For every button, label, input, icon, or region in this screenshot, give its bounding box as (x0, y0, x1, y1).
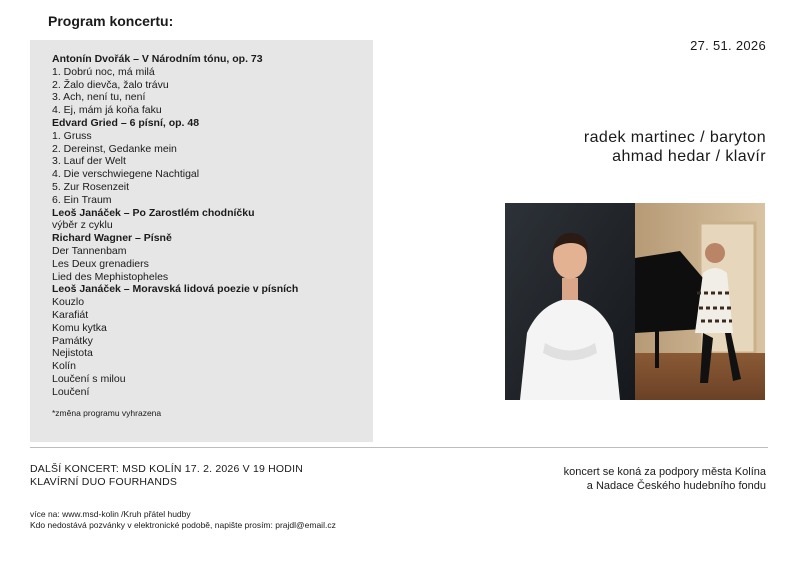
performers (584, 128, 766, 166)
program-item: Loučení (52, 385, 90, 398)
program-item: 1. Dobrú noc, má milá (52, 65, 155, 78)
program-item: Nejistota (52, 347, 93, 360)
performers-photo-illustration (505, 203, 765, 400)
program-item: výběr z cyklu (52, 219, 113, 232)
next-concert (30, 463, 303, 489)
program-heading: Program koncertu: (48, 13, 174, 29)
program-item: 3. Lauf der Welt (52, 155, 126, 168)
program-item: 5. Zur Rosenzeit (52, 180, 130, 193)
program-composer-heading: Leoš Janáček – Po Zarostlém chodníčku (52, 206, 255, 219)
program-item: Komu kytka (52, 321, 107, 334)
program-item: Lied des Mephistopheles (52, 270, 169, 283)
program-item: Kouzlo (52, 296, 85, 309)
program-item: 4. Die verschwiegene Nachtigal (52, 168, 200, 181)
more-info-email: Kdo nedostává pozvánky v elektronické podobě, napište prosím: prajdl@email.cz (30, 520, 336, 530)
more-info-website: více na: www.msd-kolin /Kruh přátel hudby (30, 509, 191, 519)
next-concert-performer: KLAVÍRNÍ DUO FOURHANDS (30, 476, 178, 488)
program-composer-heading: Richard Wagner – Písně (52, 232, 172, 245)
program-item: 6. Ein Traum (52, 193, 112, 206)
support-credits (564, 465, 766, 493)
more-info (30, 509, 336, 531)
program-change-note: *změna programu vyhrazena (52, 408, 162, 418)
program-item: 4. Ej, mám já koňa faku (52, 104, 162, 117)
program-item: 3. Ach, není tu, není (52, 91, 146, 104)
program-composer-heading: Edvard Gried – 6 písní, op. 48 (52, 116, 200, 129)
program-panel (30, 40, 373, 442)
performer-baritone: radek martinec / baryton (583, 129, 766, 146)
performer-piano: ahmad hedar / klavír (612, 148, 766, 165)
program-item: Les Deux grenadiers (52, 257, 149, 270)
program-item: 2. Dereinst, Gedanke mein (52, 142, 177, 155)
program-list (52, 53, 298, 399)
support-line: a Nadace Českého hudebního fondu (586, 480, 766, 492)
program-item: Památky (52, 334, 93, 347)
program-item: Kolín (52, 360, 76, 373)
footer-divider (30, 447, 768, 448)
program-item: Karafiát (52, 308, 89, 321)
program-item: Der Tannenbam (52, 244, 127, 257)
next-concert-line: DALŠÍ KONCERT: MSD KOLÍN 17. 2. 2026 V 19 HODIN (30, 463, 303, 475)
support-line: koncert se koná za podpory města Kolína (563, 466, 766, 478)
concert-date: 27. 51. 2026 (690, 38, 766, 53)
program-item: 2. Žalo dievča, žalo trávu (52, 78, 169, 91)
program-item: 1. Gruss (52, 129, 92, 142)
performers-photo (505, 203, 765, 400)
program-item: Loučení s milou (52, 372, 126, 385)
program-composer-heading: Antonín Dvořák – V Národním tónu, op. 73 (52, 53, 263, 65)
program-composer-heading: Leoš Janáček – Moravská lidová poezie v písních (52, 283, 299, 296)
